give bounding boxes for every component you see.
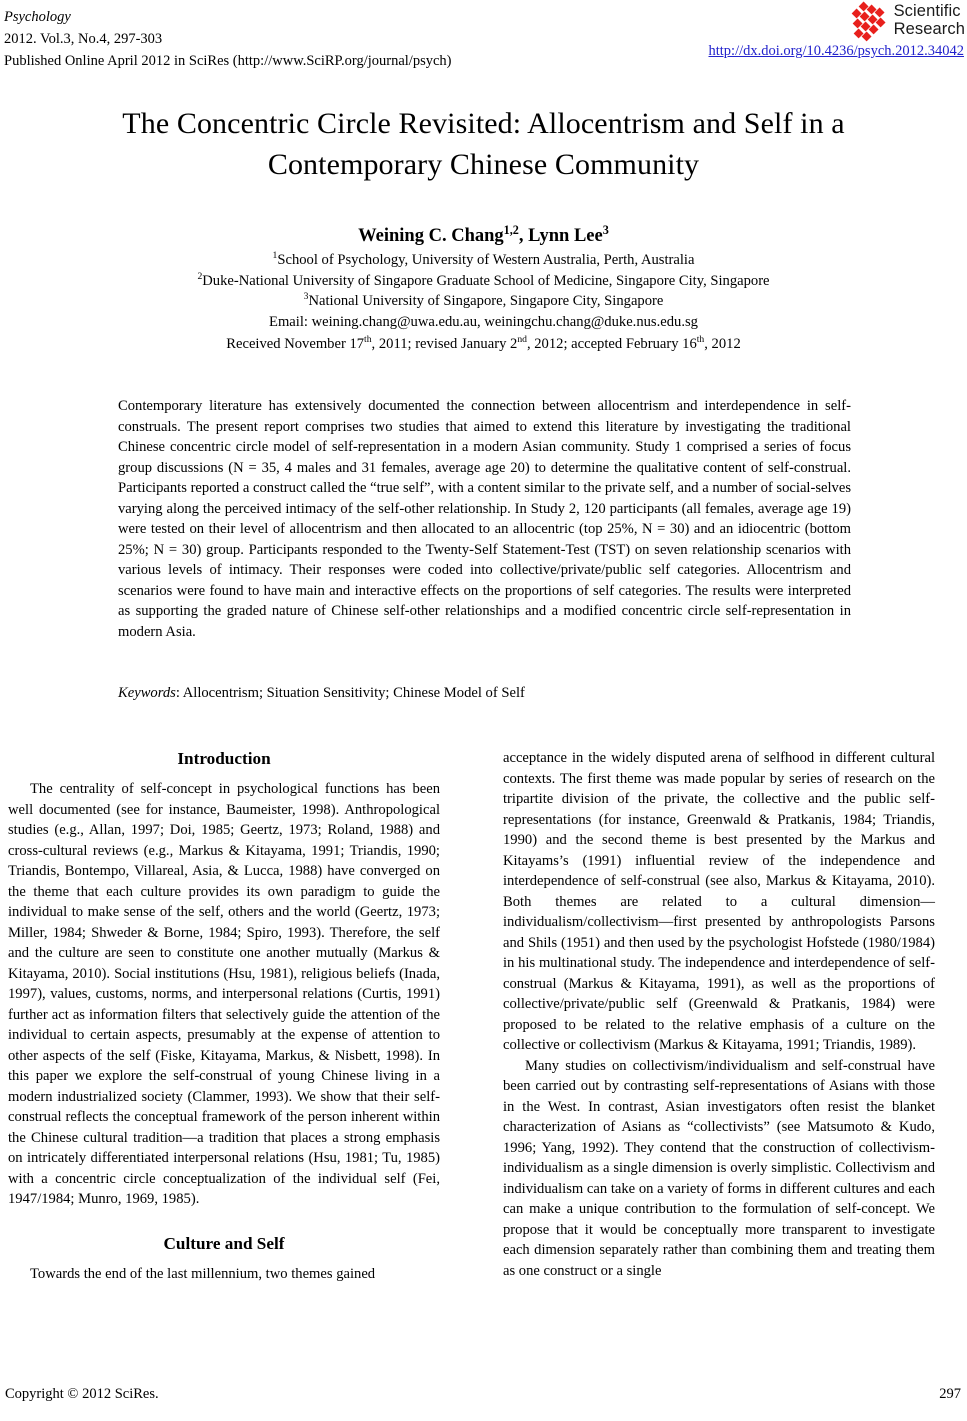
diamond-cluster-icon [851,3,889,39]
journal-name: Psychology [4,9,71,25]
footer-page-number: 297 [939,1386,961,1402]
paragraph-culture-1: Towards the end of the last millennium, two themes gained [30,1266,376,1283]
affiliation-marker-2: 2 [197,270,203,282]
author-name-2: , Lynn Lee [518,226,603,246]
dateline [60,336,907,353]
dateline-ord-1: th [364,334,372,346]
doi-link[interactable]: http://dx.doi.org/10.4236/psych.2012.34042 [708,43,964,59]
affiliation-text-1: School of Psychology, University of Western Australia, Perth, Australia [277,252,695,268]
masthead [4,6,704,72]
author-name-1: Weining C. Chang [358,226,504,246]
keywords-line [118,683,851,703]
section-heading-culture-and-self: Culture and Self [163,1233,285,1253]
dateline-part-1: Received November 17 [226,336,365,352]
affiliation-1 [60,250,907,271]
journal-volume-line: 2012. Vol.3, No.4, 297-303 [4,31,163,48]
author-affil-marker-1: 1,2 [503,222,519,237]
body-column-right [503,748,935,1281]
author-email-line: Email: weining.chang@uwa.edu.au, weiningchu.chang@duke.nus.edu.sg [269,314,698,331]
affiliation-text-3: National University of Singapore, Singapore City, Singapore [308,293,664,310]
abstract-text: Contemporary literature has extensively documented the connection between allocentrism and interdependence in self-construals. The present report comprises two studies that aimed to extend this literature by investigating the traditional Chinese concentric circle model of self-representation in a modern Asian community. Study 1 comprised a series of focus group discussions (N = 35, 4 males and 31 females, average age 20) to determine the qualitative content of self-construal. Participants reported a construct called the “true self”, with a content similar to the private self, and a number of social-selves varying along the perceived intimacy of the self-other relationship. In Study 2, 120 participants (all females, average age 19) were tested on their level of allocentrism and then allocated to an allocentric (top 25%, N = 30) and an idiocentric (bottom 25%; N = 30) group. Participants responded to the Twenty-Self Statement-Test (TST) on seven relationship scenarios with various levels of intimacy. Their responses were coded into collective/private/public self categories. Allocentrism and scenarios were found to have main and interactive effects on the proportions of self categories. The results were interpreted as supporting the graded nature of Chinese self-other relationships and a modified concentric circle self-representation in modern Asia. [118,398,851,640]
paragraph-right-1: acceptance in the widely disputed arena of selfhood in different cultural contexts. The first theme was made popular by series of research on the tripartite division of the private, the collective and the public self-representations (for instance, Greenwald & Pratkanis, 1984; Triandis, 1990) and the second theme is best presented by the Markus and Kitayams’s (1991) influential review of the independence and interdependence of self-construal (see also, Markus & Kitayama, 2010). Both themes are related to a cultural dimension—individualism/collectivism—first presented by anthropologists Parsons and Shils (1951) and then used by the psychologist Hofstede (1980/1984) in his multinational study. The independence and interdependence of self-construal (Markus & Kitayama, 1991), as well as the proportions of collective/private/public self (Greenwald & Pratkanis, 1984) were proposed to be related to the relative emphasis of a culture on the collective or collectivism (Markus & Kitayama, 1991; Triandis, 1989). [503,750,935,1053]
affiliation-3 [60,291,907,312]
dateline-part-2: , 2011; revised January 2 [371,336,518,352]
dateline-ord-3: th [696,334,705,346]
paragraph-intro-1: The centrality of self-concept in psychological functions has been well documented (see for instance, Baumeister, 1998). Anthropological studies (e.g., Allan, 1997; Doi, 1985; Geertz, 1973; Roland, 1988) and cross-cultural reviews (e.g., Markus & Kitayama, 1991; Triandis, 1990; Triandis, Bontempo, Villareal, Asia, & Lucca, 1988) have converged on the theme that each culture provides its own paradigm to guide the individual to make sense of the self, others and the world (Geertz, 1973; Miller, 1984; Shweder & Borne, 1984; Spiro, 1993). Therefore, the self and the culture are seen to constitute one another mutually (Markus & Kitayama, 2010). Social institutions (Hsu, 1981), religious beliefs (Inada, 1997), values, customs, norms, and interpersonal relations (Curtis, 1991) further act as information filters that selectively guide the attention of the individual to certain aspects, presumably at the expense of attention to other aspects of the self (Fiske, Kitayama, Markus, & Nisbett, 1998). In this paper we explore the self-construal of young Chinese living in a modern industrialized society (Clammer, 1993). We show that their self-construal reflects the conceptual framework of the person inherent within the Chinese cultural tradition—a tradition that places a strong emphasis on intricately differentiated interpersonal relations (Hsu, 1981; Tu, 1985) with a concentric circle conceptualization of the individual self (Fei, 1947/1984; Munro, 1969, 1985). [8,781,440,1208]
paragraph-right-2: Many studies on collectivism/individualism and self-construal have been carried out by contrasting self-representations of Asians with those in the West. In contrast, Asian investigators often resist the blanket characterization of Asians as “collectivists” (see Matsumoto & Kudo, 1996; Yang, 1992). They contend that the construction of collectivism-individualism as a single dimension is overly simplistic. Collectivism and individualism can take on a variety of forms in different cultures and each can make a unique contribution to the formulation of self-concept. We propose that it would be conceptually more transparent to investigate each dimension separately rather than combining them and treating them as one construct or a single [503,1057,935,1279]
affiliation-marker-3: 3 [303,291,309,303]
journal-published-line: Published Online April 2012 in SciRes (http://www.SciRP.org/journal/psych) [4,53,452,70]
author-affil-marker-2: 3 [602,222,609,237]
dateline-part-3: , 2012; accepted February 16 [526,336,697,352]
affiliation-text-2: Duke-National University of Singapore Graduate School of Medicine, Singapore City, Singapore [202,272,770,289]
publisher-name [894,2,965,39]
affiliation-marker-1: 1 [272,250,278,262]
dateline-ord-2: nd [517,334,527,346]
page-title: The Concentric Circle Revisited: Allocentrism and Self in a Contemporary Chinese Community [122,107,845,182]
publisher-name-line2: Research [893,20,965,39]
affiliations [60,250,907,333]
publisher-name-line1: Scientific [893,2,961,20]
affiliation-2 [60,271,907,292]
keywords-label: Keywords [118,685,176,701]
footer-copyright: Copyright © 2012 SciRes. [5,1386,159,1402]
publisher-logo [851,2,965,39]
author-line [60,224,907,248]
dateline-part-4: , 2012 [704,336,741,352]
keywords-value: : Allocentrism; Situation Sensitivity; Chinese Model of Self [175,685,525,701]
section-heading-introduction: Introduction [177,749,271,768]
body-column-left [8,748,440,1285]
